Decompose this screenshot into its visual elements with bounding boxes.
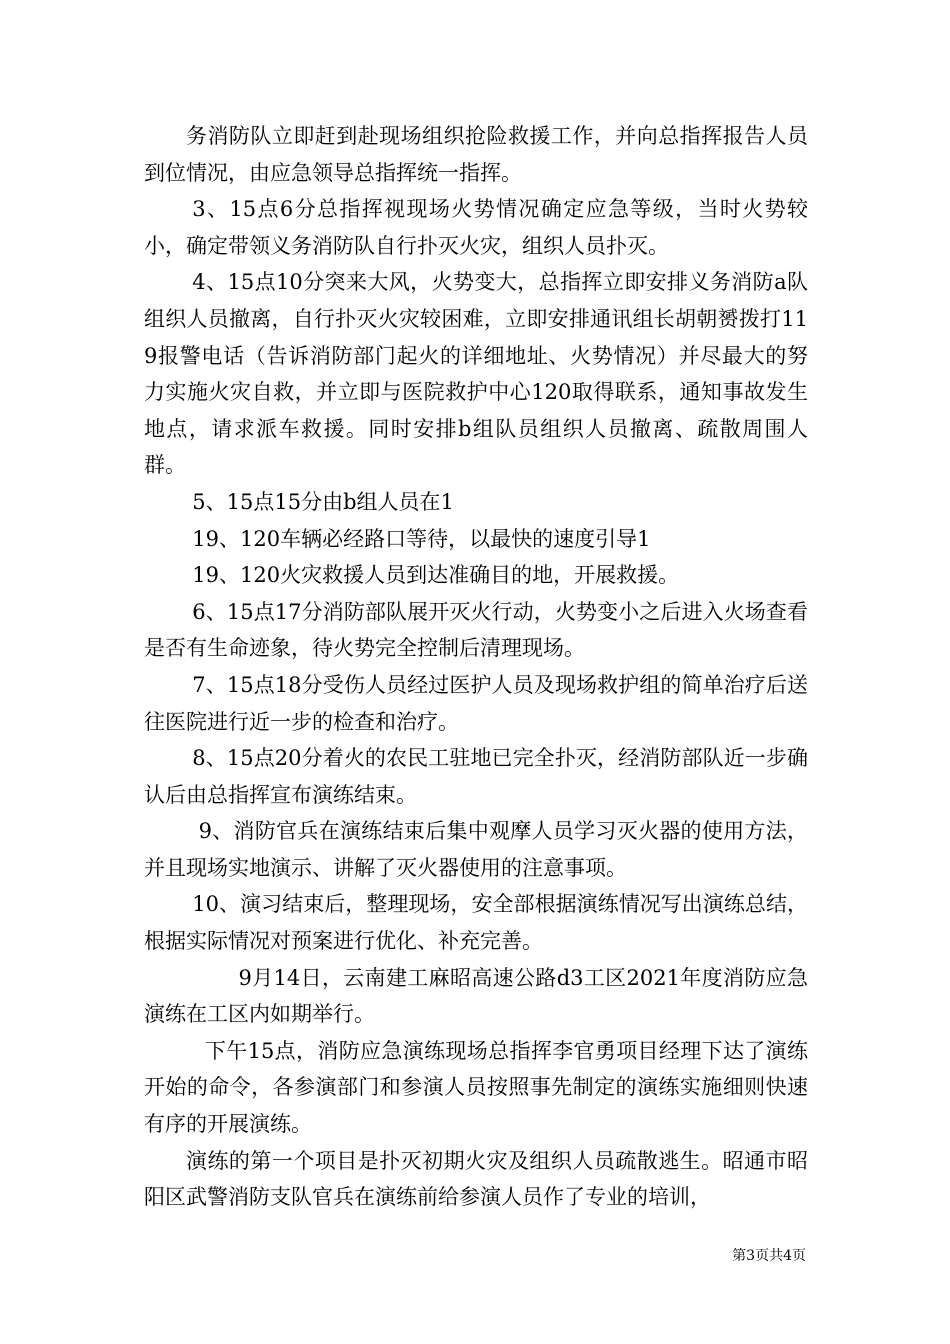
paragraph: 10、演习结束后，整理现场，安全部根据演练情况写出演练总结，根据实际情况对预案进行优化、补充完善。 bbox=[144, 892, 808, 954]
paragraph: 19、120火灾救援人员到达准确目的地，开展救援。 bbox=[192, 563, 680, 588]
paragraph: 5、15点15分由b组人员在1 bbox=[192, 489, 454, 514]
paragraph: 演练的第一个项目是扑灭初期火灾及组织人员疏散逃生。昭通市昭阳区武警消防支队官兵在演练前给参演人员作了专业的培训， bbox=[144, 1148, 808, 1210]
page-number-footer: 第3页共4页 bbox=[732, 1248, 806, 1264]
paragraph: 4、15点10分突来大风，火势变大，总指挥立即安排义务消防a队组织人员撤离，自行扑灭火灾较困难，立即安排通讯组长胡朝赟拨打119报警电话（告诉消防部门起火的详细地址、火势情况）并尽最大的努力实施火灾自救，并立即与医院救护中心120取得联系，通知事故发生地点，请求派车救援。同时安排b组队员组织人员撤离、疏散周围人群。 bbox=[144, 270, 808, 478]
paragraph: 3、15点6分总指挥视现场火势情况确定应急等级，当时火势较小，确定带领义务消防队自行扑灭火灾，组织人员扑灭。 bbox=[144, 197, 808, 258]
paragraph: 9、消防官兵在演练结束后集中观摩人员学习灭火器的使用方法，并且现场实地演示、讲解了灭火器使用的注意事项。 bbox=[144, 819, 808, 880]
paragraph: 7、15点18分受伤人员经过医护人员及现场救护组的简单治疗后送往医院进行近一步的检查和治疗。 bbox=[144, 672, 808, 734]
paragraph: 下午15点，消防应急演练现场总指挥李官勇项目经理下达了演练开始的命令，各参演部门和参演人员按照事先制定的演练实施细则快速有序的开展演练。 bbox=[144, 1038, 808, 1137]
document-body bbox=[144, 118, 808, 1216]
paragraph: 6、15点17分消防部队展开灭火行动，火势变小之后进入火场查看是否有生命迹象，待火势完全控制后清理现场。 bbox=[144, 599, 808, 661]
paragraph: 务消防队立即赶到赴现场组织抢险救援工作，并向总指挥报告人员到位情况，由应急领导总指挥统一指挥。 bbox=[144, 124, 808, 185]
paragraph: 19、120车辆必经路口等待，以最快的速度引导1 bbox=[192, 526, 651, 551]
paragraph: 8、15点20分着火的农民工驻地已完全扑灭，经消防部队近一步确认后由总指挥宣布演练结束。 bbox=[144, 746, 808, 807]
paragraph: 9月14日，云南建工麻昭高速公路d3工区2021年度消防应急演练在工区内如期举行。 bbox=[144, 965, 808, 1027]
